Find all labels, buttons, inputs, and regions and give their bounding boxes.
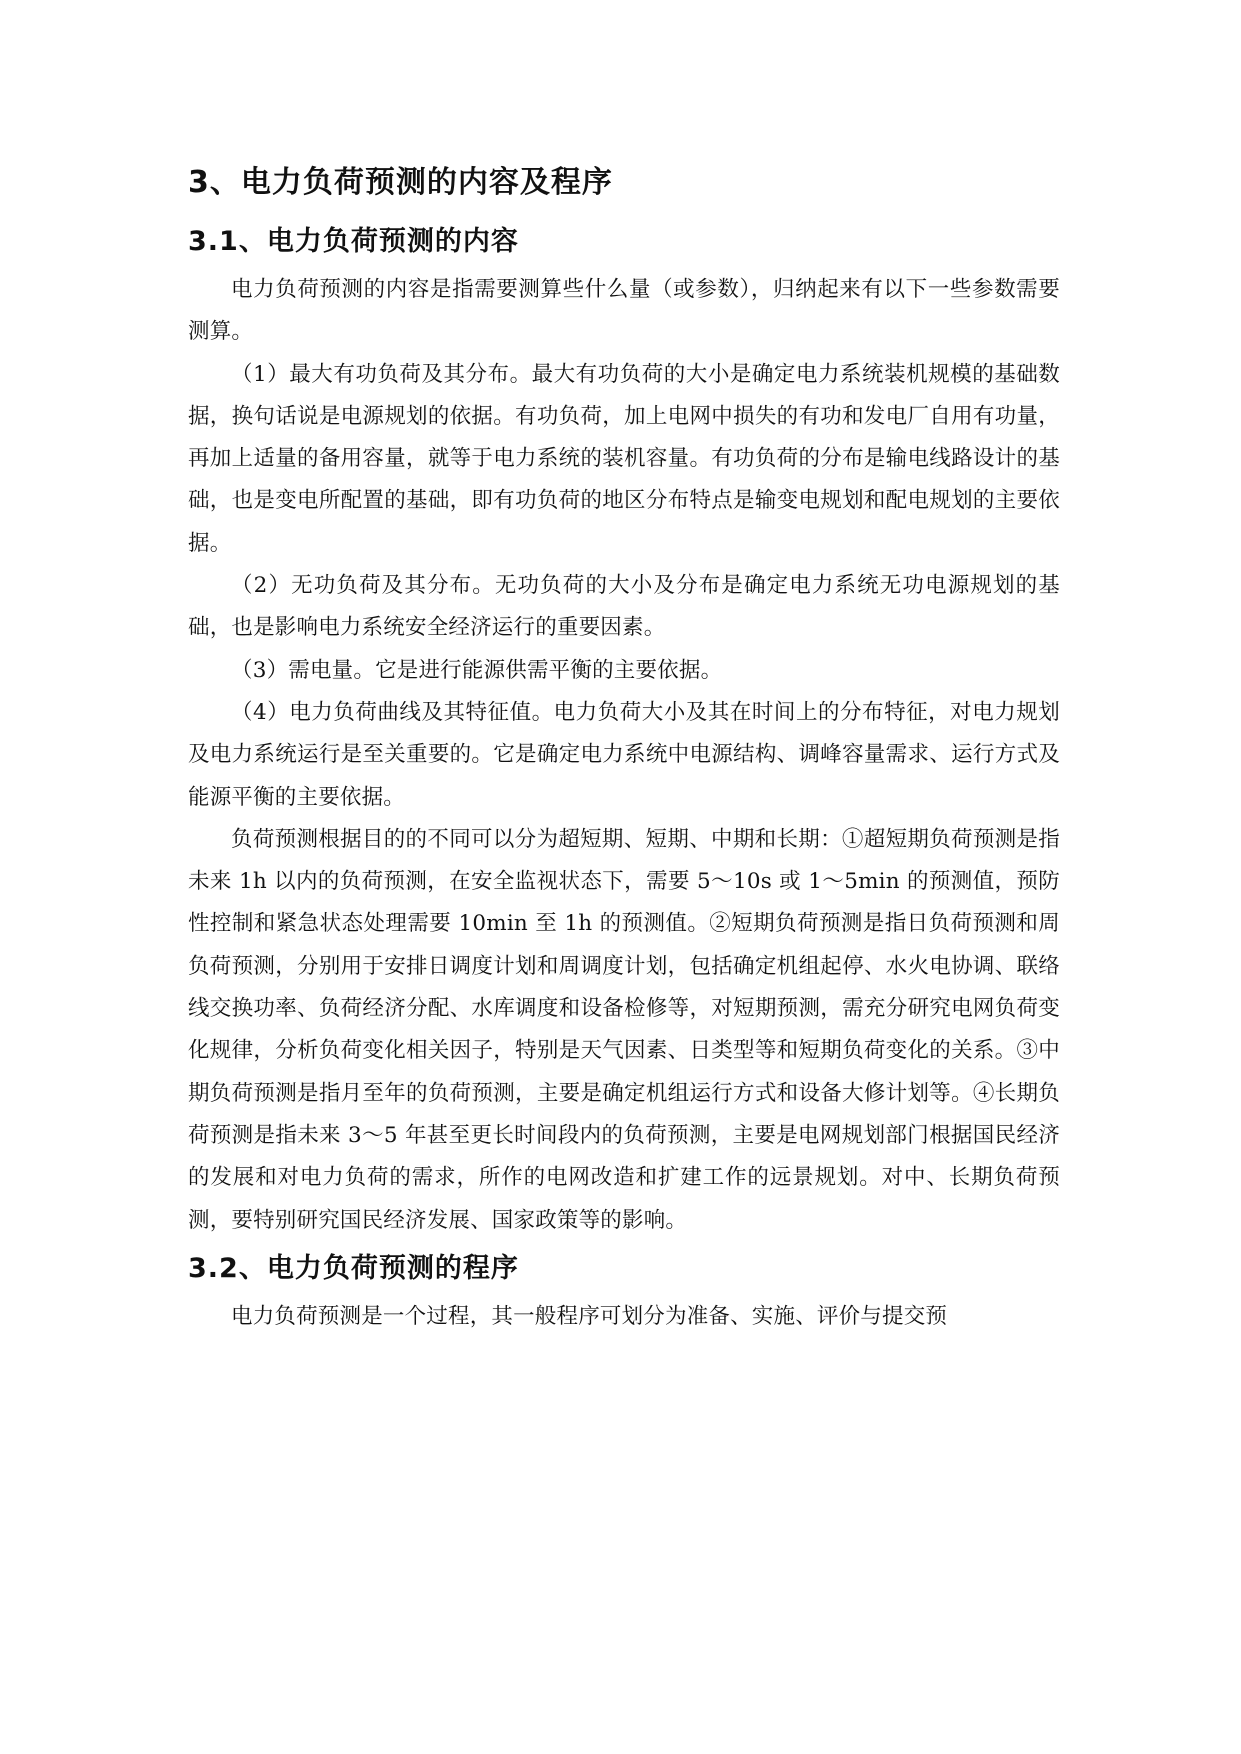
subsection-heading-procedure: 3.2、电力负荷预测的程序 [188, 1252, 519, 1284]
body-paragraph: （1）最大有功负荷及其分布。最大有功负荷的大小是确定电力系统装机规模的基础数据，换句话说是电源规划的依据。有功负荷，加上电网中损失的有功和发电厂自用有功量，再加上适量的备用容量，就等于电力系统的装机容量。有功负荷的分布是输电线路设计的基础，也是变电所配置的基础，即有功负荷的地区分布特点是输变电规划和配电规划的主要依据。 [188, 361, 1060, 556]
body-paragraph: 负荷预测根据目的的不同可以分为超短期、短期、中期和长期：①超短期负荷预测是指未来 1h 以内的负荷预测，在安全监视状态下，需要 5～10s 或 1～5min 的预测值，预防性控制和紧急状态处理需要 10min 至 1h 的预测值。②短期负荷预测是指日负荷预测和周负荷预测，分别用于安排日调度计划和周调度计划，包括确定机组起停、水火电协调、联络线交换功率、负荷经济分配、水库调度和设备检修等，对短期预测，需充分研究电网负荷变化规律，分析负荷变化相关因子，特别是天气因素、日类型等和短期负荷变化的关系。③中期负荷预测是指月至年的负荷预测，主要是确定机组运行方式和设备大修计划等。④长期负荷预测是指未来 3～5 年甚至更长时间段内的负荷预测，主要是电网规划部门根据国民经济的发展和对电力负荷的需求，所作的电网改造和扩建工作的远景规划。对中、长期负荷预测，要特别研究国民经济发展、国家政策等的影响。 [188, 826, 1060, 1233]
body-paragraph: 电力负荷预测的内容是指需要测算些什么量（或参数），归纳起来有以下一些参数需要测算。 [188, 277, 1060, 345]
subsection-heading-content: 3.1、电力负荷预测的内容 [188, 226, 519, 257]
body-paragraph: （3）需电量。它是进行能源供需平衡的主要依据。 [231, 657, 723, 683]
body-paragraph: 电力负荷预测是一个过程，其一般程序可划分为准备、实施、评价与提交预 [231, 1303, 948, 1329]
document-page [188, 150, 1060, 1338]
body-paragraph: （2）无功负荷及其分布。无功负荷的大小及分布是确定电力系统无功电源规划的基础，也是影响电力系统安全经济运行的重要因素。 [188, 573, 1060, 641]
section-heading: 3、电力负荷预测的内容及程序 [188, 165, 613, 200]
body-paragraph: （4）电力负荷曲线及其特征值。电力负荷大小及其在时间上的分布特征，对电力规划及电力系统运行是至关重要的。它是确定电力系统中电源结构、调峰容量需求、运行方式及能源平衡的主要依据。 [188, 699, 1060, 810]
